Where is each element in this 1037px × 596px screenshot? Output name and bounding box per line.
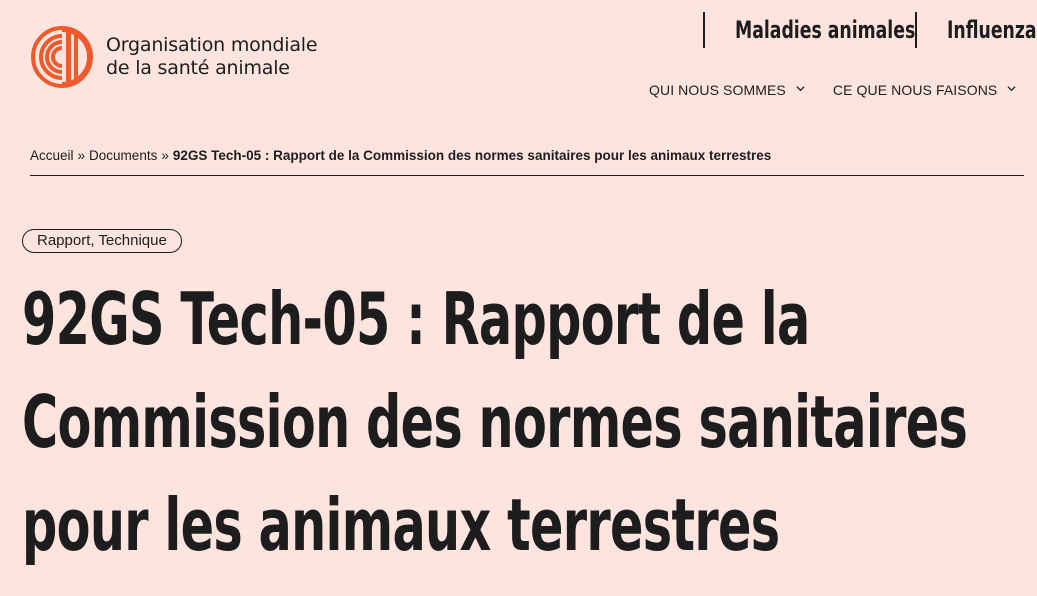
main-nav bbox=[649, 82, 1016, 98]
breadcrumb-home-link[interactable]: Accueil bbox=[30, 148, 74, 163]
top-links-divider bbox=[703, 12, 705, 48]
top-links-divider bbox=[915, 12, 917, 48]
breadcrumb-divider bbox=[30, 175, 1024, 176]
page-title-line: Commission des normes sanitaires bbox=[22, 380, 968, 464]
nav-item-ce-que-nous-faisons[interactable] bbox=[833, 82, 1017, 98]
document-type-tag[interactable]: Rapport, Technique bbox=[22, 229, 182, 253]
nav-item-label: CE QUE NOUS FAISONS bbox=[832, 82, 998, 98]
chevron-down-icon bbox=[1007, 84, 1016, 93]
top-links-bar bbox=[703, 12, 1037, 48]
chevron-down-icon bbox=[796, 84, 805, 93]
breadcrumb-documents-link[interactable]: Documents bbox=[89, 148, 158, 163]
org-name bbox=[106, 34, 317, 80]
nav-item-label: QUI NOUS SOMMES bbox=[649, 82, 786, 98]
breadcrumb bbox=[30, 148, 1024, 163]
org-name-line2: de la santé animale bbox=[106, 57, 290, 79]
org-name-line1: Organisation mondiale bbox=[106, 34, 318, 56]
org-logo-link[interactable] bbox=[30, 25, 317, 89]
top-link-influenza[interactable]: Influenza bbox=[947, 16, 1037, 44]
page-title-line: pour les animaux terrestres bbox=[22, 483, 780, 567]
breadcrumb-current: 92GS Tech-05 : Rapport de la Commission des normes sanitaires pour les animaux terrestres bbox=[172, 148, 772, 163]
woah-logo-icon bbox=[30, 25, 94, 89]
page-title bbox=[22, 268, 981, 577]
top-link-maladies-animales[interactable]: Maladies animales bbox=[735, 16, 916, 44]
breadcrumb-separator: » bbox=[77, 148, 86, 163]
breadcrumb-separator: » bbox=[161, 148, 169, 163]
nav-item-qui-nous-sommes[interactable] bbox=[649, 82, 805, 98]
page-title-line: 92GS Tech-05 : Rapport de la bbox=[22, 277, 810, 361]
